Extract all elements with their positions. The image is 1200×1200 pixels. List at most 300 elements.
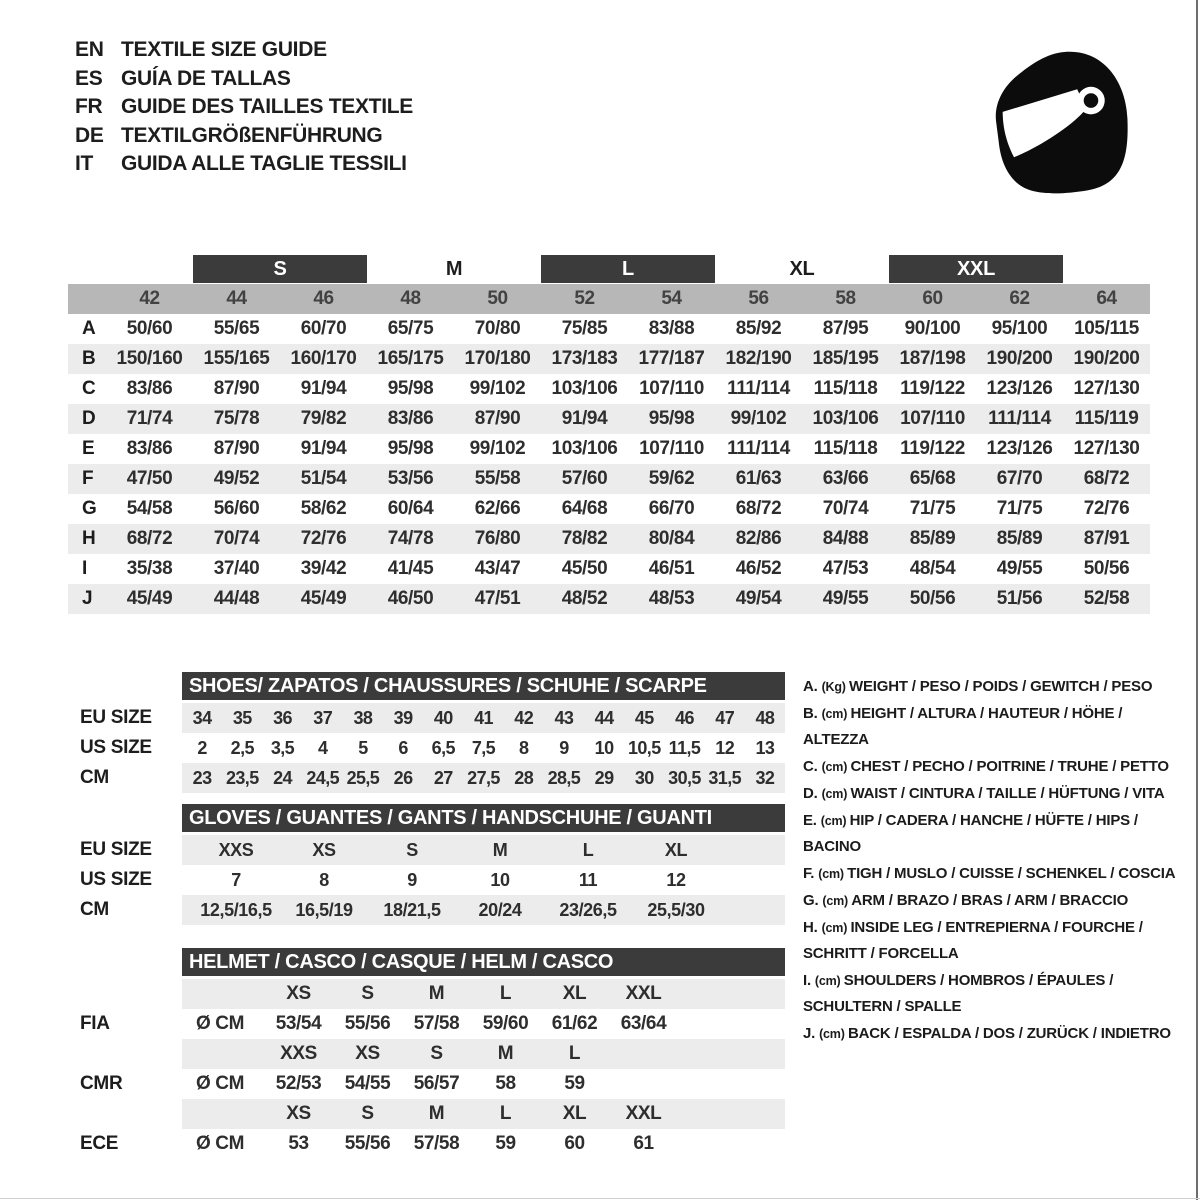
apparel-cell: 39/42	[300, 558, 347, 579]
legend-text: INSIDE LEG / ENTREPIERNA / FOURCHE / SCHRITT / FORCELLA	[803, 919, 1143, 962]
size-column-header: 54	[661, 288, 682, 309]
shoes-cell: 10,5	[627, 737, 661, 758]
apparel-row	[68, 464, 1150, 494]
helmet-size-cell: XS	[286, 983, 311, 1004]
apparel-cell: 72/76	[300, 528, 347, 549]
apparel-row-label: I	[82, 558, 87, 579]
shoes-rows	[60, 703, 800, 793]
apparel-cell: 190/200	[986, 348, 1053, 369]
apparel-cell: 115/119	[1074, 408, 1139, 429]
legend-key: D.	[803, 785, 822, 802]
apparel-cell: 60/64	[387, 498, 434, 519]
helmet-size-cell: XXL	[625, 983, 662, 1004]
gloves-cell: XL	[664, 839, 688, 860]
apparel-cell: 87/95	[822, 318, 869, 339]
apparel-cell: 49/52	[213, 468, 260, 489]
gloves-cell: 9	[407, 869, 417, 890]
language-title: GUIDA ALLE TAGLIE TESSILI	[121, 152, 407, 176]
row-label: US SIZE	[80, 869, 152, 890]
apparel-cell: 43/47	[474, 558, 521, 579]
row-label: CM	[80, 899, 109, 920]
shoes-cell: 45	[634, 707, 654, 728]
helmet-icon	[980, 34, 1142, 206]
shoes-cell: 6,5	[431, 737, 455, 758]
shoes-cell: 37	[313, 707, 333, 728]
apparel-cell: 58/62	[300, 498, 347, 519]
shoes-row	[60, 733, 800, 763]
row-label: CM	[80, 767, 109, 788]
apparel-cell: 111/114	[727, 378, 790, 399]
size-column-header: 52	[574, 288, 595, 309]
apparel-cell: 111/114	[727, 438, 790, 459]
shoes-cell: 34	[192, 707, 212, 728]
shoes-cell: 5	[358, 737, 368, 758]
shoes-cell: 46	[675, 707, 694, 728]
language-title: TEXTILGRÖßENFÜHRUNG	[121, 123, 383, 147]
apparel-cell: 107/110	[900, 408, 965, 429]
apparel-cell: 95/98	[387, 378, 434, 399]
shoes-cell: 40	[433, 707, 453, 728]
apparel-row	[68, 524, 1150, 554]
apparel-rows	[68, 314, 1150, 614]
shoes-cell: 2	[197, 737, 207, 758]
apparel-cell: 45/50	[561, 558, 608, 579]
apparel-cell: 107/110	[639, 438, 704, 459]
helmet-value-cell: 57/58	[413, 1133, 460, 1154]
legend-unit: (cm)	[820, 814, 850, 828]
apparel-cell: 49/54	[735, 588, 782, 609]
legend-key: I.	[803, 972, 815, 989]
legend-text: ARM / BRAZO / BRAS / ARM / BRACCIO	[851, 892, 1129, 909]
shoes-cell: 10	[594, 737, 614, 758]
shoes-row	[60, 763, 800, 793]
helmet-value-row	[60, 1129, 800, 1159]
shoes-row	[60, 703, 800, 733]
diameter-unit-label: Ø CM	[196, 1133, 245, 1154]
page-edge-shadow-right	[1196, 0, 1198, 1200]
apparel-row-label: G	[82, 498, 97, 519]
apparel-cell: 71/74	[126, 408, 173, 429]
shoes-cell: 24,5	[306, 767, 340, 788]
size-column-header: 64	[1096, 288, 1117, 309]
shoes-cell: 39	[393, 707, 413, 728]
legend-unit: (cm)	[821, 760, 851, 774]
apparel-cell: 78/82	[561, 528, 608, 549]
language-title: GUÍA DE TALLAS	[121, 66, 291, 90]
shoes-cell: 12	[715, 737, 735, 758]
shoes-cell: 23,5	[225, 767, 259, 788]
apparel-cell: 80/84	[648, 528, 695, 549]
apparel-cell: 119/122	[900, 378, 965, 399]
legend-item	[803, 808, 1181, 860]
apparel-cell: 83/86	[126, 438, 173, 459]
diameter-unit-label: Ø CM	[196, 1073, 245, 1094]
shoes-cell: 32	[755, 767, 775, 788]
legend-text: BACK / ESPALDA / DOS / ZURÜCK / INDIETRO	[847, 1025, 1171, 1042]
size-group-xl: XL	[789, 257, 815, 280]
language-code: ES	[75, 66, 103, 90]
apparel-cell: 67/70	[996, 468, 1043, 489]
legend-text: HIP / CADERA / HANCHE / HÜFTE / HIPS / BACINO	[803, 812, 1138, 855]
language-title: GUIDE DES TAILLES TEXTILE	[121, 95, 413, 119]
apparel-cell: 65/68	[909, 468, 956, 489]
apparel-cell: 127/130	[1073, 378, 1140, 399]
legend-key: G.	[803, 892, 823, 909]
shoes-cell: 25,5	[346, 767, 380, 788]
gloves-cell: 12,5/16,5	[200, 899, 272, 920]
gloves-cell: 23/26,5	[559, 899, 617, 920]
shoes-cell: 42	[514, 707, 534, 728]
shoes-cell: 36	[273, 707, 292, 728]
gloves-cell: 11	[578, 869, 598, 890]
shoes-cell: 47	[715, 707, 735, 728]
apparel-cell: 173/183	[551, 348, 618, 369]
apparel-cell: 115/118	[813, 438, 878, 459]
apparel-cell: 66/70	[648, 498, 695, 519]
legend-text: CHEST / PECHO / POITRINE / TRUHE / PETTO	[850, 758, 1169, 775]
language-list	[75, 36, 413, 179]
row-label: EU SIZE	[80, 707, 152, 728]
apparel-cell: 170/180	[464, 348, 531, 369]
apparel-cell: 75/78	[213, 408, 260, 429]
row-label	[60, 979, 182, 1009]
helmet-size-cell: L	[568, 1043, 581, 1064]
apparel-cell: 70/74	[822, 498, 869, 519]
size-group-l: L	[541, 255, 715, 283]
helmet-standard-label: ECE	[80, 1133, 119, 1154]
gloves-table	[60, 804, 800, 925]
apparel-row	[68, 314, 1150, 344]
gloves-cell: L	[582, 839, 594, 860]
language-row	[75, 36, 413, 65]
language-code: FR	[75, 95, 103, 119]
apparel-row	[68, 584, 1150, 614]
legend-item	[803, 754, 1181, 780]
helmet-size-cell: XL	[562, 1103, 587, 1124]
apparel-cell: 47/53	[822, 558, 869, 579]
apparel-cell: 53/56	[387, 468, 434, 489]
gloves-cell: S	[406, 839, 418, 860]
apparel-cell: 177/187	[638, 348, 705, 369]
apparel-cell: 99/102	[469, 378, 526, 399]
shoes-cell: 30	[634, 767, 654, 788]
helmet-value-band	[182, 1009, 785, 1039]
helmet-size-band	[182, 979, 785, 1009]
shoes-cell: 13	[755, 737, 775, 758]
apparel-cell: 56/60	[213, 498, 260, 519]
helmet-value-band	[182, 1069, 785, 1099]
helmet-rows	[60, 979, 800, 1159]
apparel-cell: 84/88	[822, 528, 869, 549]
shoes-cell: 27,5	[467, 767, 500, 788]
size-column-header: 56	[748, 288, 769, 309]
apparel-cell: 85/89	[909, 528, 956, 549]
apparel-cell: 46/50	[387, 588, 434, 609]
apparel-cell: 54/58	[126, 498, 173, 519]
shoes-cell: 27	[433, 767, 453, 788]
gloves-cell: 18/21,5	[383, 899, 441, 920]
apparel-cell: 95/98	[387, 438, 434, 459]
apparel-cell: 45/49	[126, 588, 173, 609]
apparel-cell: 85/89	[996, 528, 1043, 549]
shoes-cell: 48	[755, 707, 775, 728]
row-label	[60, 1039, 182, 1069]
legend-text: WEIGHT / PESO / POIDS / GEWITCH / PESO	[849, 678, 1153, 695]
apparel-cell: 71/75	[909, 498, 956, 519]
shoes-table	[60, 672, 800, 793]
page-edge-shadow-bottom	[0, 1198, 1200, 1199]
apparel-cell: 64/68	[561, 498, 608, 519]
helmet-value-cell: 59/60	[482, 1013, 529, 1034]
apparel-cell: 87/90	[213, 438, 260, 459]
apparel-row	[68, 404, 1150, 434]
helmet-value-cell: 53	[288, 1133, 309, 1154]
helmet-size-band	[182, 1039, 785, 1069]
apparel-cell: 115/118	[813, 378, 878, 399]
apparel-cell: 51/56	[996, 588, 1043, 609]
shoes-cell: 11,5	[668, 737, 701, 758]
size-column-header: 42	[139, 288, 160, 309]
helmet-size-cell: S	[430, 1043, 443, 1064]
gloves-cell: XXS	[218, 839, 254, 860]
apparel-cell: 123/126	[986, 438, 1053, 459]
language-row	[75, 122, 413, 151]
apparel-cell: 63/66	[822, 468, 869, 489]
legend-unit: (cm)	[818, 867, 848, 881]
helmet-size-cell: M	[428, 983, 445, 1004]
gloves-cell: 10	[490, 869, 510, 890]
helmet-value-cell: 52/53	[275, 1073, 322, 1094]
size-column-header: 46	[313, 288, 334, 309]
apparel-cell: 46/52	[735, 558, 782, 579]
size-column-header: 44	[226, 288, 247, 309]
helmet-value-row	[60, 1009, 800, 1039]
apparel-cell: 55/65	[213, 318, 260, 339]
apparel-row	[68, 374, 1150, 404]
apparel-row	[68, 554, 1150, 584]
shoes-cell: 6	[398, 737, 408, 758]
apparel-cell: 103/106	[551, 378, 618, 399]
apparel-cell: 50/60	[126, 318, 173, 339]
helmet-value-cell: 63/64	[620, 1013, 667, 1034]
apparel-cell: 165/175	[377, 348, 444, 369]
apparel-cell: 60/70	[300, 318, 347, 339]
apparel-row-label: E	[82, 438, 95, 459]
shoes-cell: 31,5	[708, 767, 742, 788]
shoes-cell: 44	[594, 707, 614, 728]
row-label	[60, 1099, 182, 1129]
legend-item	[803, 781, 1181, 807]
helmet-size-cell: XL	[562, 983, 587, 1004]
apparel-cell: 48/53	[648, 588, 695, 609]
helmet-value-cell: 60	[564, 1133, 585, 1154]
gloves-row	[60, 895, 800, 925]
apparel-cell: 68/72	[1083, 468, 1130, 489]
apparel-cell: 82/86	[735, 528, 782, 549]
size-column-header: 50	[487, 288, 508, 309]
apparel-row	[68, 494, 1150, 524]
apparel-cell: 91/94	[300, 378, 347, 399]
apparel-cell: 95/98	[648, 408, 695, 429]
helmet-size-cell: S	[361, 983, 374, 1004]
gloves-cell: XS	[312, 839, 336, 860]
language-row	[75, 150, 413, 179]
shoes-cell: 28,5	[547, 767, 581, 788]
helmet-size-cell: M	[428, 1103, 445, 1124]
apparel-cell: 61/63	[735, 468, 782, 489]
apparel-cell: 107/110	[639, 378, 704, 399]
apparel-cell: 111/114	[988, 408, 1051, 429]
apparel-cell: 55/58	[474, 468, 521, 489]
measurement-legend	[803, 674, 1181, 1048]
apparel-cell: 50/56	[909, 588, 956, 609]
apparel-cell: 44/48	[213, 588, 260, 609]
legend-key: H.	[803, 919, 822, 936]
gloves-band	[182, 835, 785, 865]
apparel-cell: 68/72	[735, 498, 782, 519]
apparel-cell: 62/66	[474, 498, 521, 519]
legend-key: F.	[803, 865, 819, 882]
legend-item	[803, 701, 1181, 753]
apparel-cell: 127/130	[1073, 438, 1140, 459]
apparel-cell: 160/170	[290, 348, 357, 369]
apparel-cell: 190/200	[1073, 348, 1140, 369]
apparel-cell: 79/82	[300, 408, 347, 429]
apparel-cell: 47/51	[474, 588, 521, 609]
legend-unit: (cm)	[821, 707, 851, 721]
gloves-cell: 16,5/19	[295, 899, 353, 920]
apparel-cell: 123/126	[986, 378, 1053, 399]
apparel-cell: 41/45	[387, 558, 434, 579]
shoes-cell: 8	[518, 737, 529, 758]
apparel-cell: 48/54	[909, 558, 956, 579]
gloves-title-bar: GLOVES / GUANTES / GANTS / HANDSCHUHE / GUANTI	[182, 804, 785, 832]
legend-item	[803, 915, 1181, 967]
helmet-size-cell: XS	[286, 1103, 311, 1124]
helmet-table	[60, 948, 800, 1159]
helmet-size-cell: XS	[355, 1043, 380, 1064]
shoes-band	[182, 763, 785, 793]
helmet-value-cell: 59	[495, 1133, 516, 1154]
apparel-cell: 87/90	[474, 408, 521, 429]
apparel-cell: 83/86	[126, 378, 173, 399]
gloves-cell: 20/24	[478, 899, 522, 920]
legend-item	[803, 1021, 1181, 1047]
apparel-cell: 52/58	[1083, 588, 1130, 609]
apparel-size-table	[68, 254, 1150, 614]
legend-text: HEIGHT / ALTURA / HAUTEUR / HÖHE / ALTEZZA	[803, 705, 1123, 748]
shoes-cell: 35	[232, 707, 252, 728]
helmet-value-cell: 58	[495, 1073, 516, 1094]
apparel-cell: 83/86	[387, 408, 434, 429]
shoes-band	[182, 733, 785, 763]
helmet-value-cell: 55/56	[344, 1013, 391, 1034]
apparel-cell: 87/91	[1083, 528, 1130, 549]
shoes-cell: 41	[474, 707, 493, 728]
helmet-value-band	[182, 1129, 785, 1159]
legend-key: B.	[803, 705, 822, 722]
legend-item	[803, 968, 1181, 1020]
language-row	[75, 93, 413, 122]
language-code: EN	[75, 38, 104, 62]
legend-unit: (cm)	[819, 1027, 848, 1041]
shoes-band	[182, 703, 785, 733]
legend-key: C.	[803, 758, 822, 775]
shoes-cell: 2,5	[230, 737, 254, 758]
row-label: EU SIZE	[80, 839, 152, 860]
size-group-row	[68, 254, 1150, 284]
apparel-cell: 76/80	[474, 528, 521, 549]
apparel-cell: 185/195	[812, 348, 879, 369]
apparel-cell: 47/50	[126, 468, 173, 489]
legend-key: J.	[803, 1025, 820, 1042]
language-code: DE	[75, 123, 104, 147]
apparel-cell: 35/38	[126, 558, 173, 579]
apparel-cell: 46/51	[648, 558, 695, 579]
helmet-value-cell: 55/56	[344, 1133, 391, 1154]
apparel-row-label: B	[82, 348, 96, 369]
apparel-cell: 68/72	[126, 528, 173, 549]
apparel-cell: 155/165	[203, 348, 270, 369]
apparel-cell: 49/55	[996, 558, 1043, 579]
size-column-header: 48	[400, 288, 421, 309]
legend-unit: (cm)	[821, 921, 851, 935]
shoes-cell: 28	[514, 767, 534, 788]
legend-text: TIGH / MUSLO / CUISSE / SCHENKEL / COSCIA	[847, 865, 1176, 882]
helmet-value-cell: 53/54	[275, 1013, 322, 1034]
shoes-cell: 4	[317, 737, 328, 758]
shoes-cell: 23	[192, 767, 212, 788]
size-group-xxl: XXL	[889, 255, 1063, 283]
shoes-cell: 24	[273, 767, 292, 788]
apparel-cell: 75/85	[561, 318, 608, 339]
legend-text: WAIST / CINTURA / TAILLE / HÜFTUNG / VITA	[850, 785, 1165, 802]
gloves-cell: 7	[231, 869, 241, 890]
apparel-cell: 103/106	[812, 408, 879, 429]
apparel-cell: 71/75	[996, 498, 1043, 519]
shoes-cell: 30,5	[668, 767, 701, 788]
helmet-size-cell: XXL	[625, 1103, 662, 1124]
gloves-row	[60, 835, 800, 865]
apparel-row-label: J	[82, 588, 93, 609]
apparel-row-label: A	[82, 318, 96, 339]
apparel-cell: 50/56	[1083, 558, 1130, 579]
apparel-cell: 99/102	[730, 408, 787, 429]
helmet-value-cell: 56/57	[413, 1073, 460, 1094]
helmet-value-cell: 57/58	[413, 1013, 460, 1034]
apparel-cell: 70/80	[474, 318, 521, 339]
apparel-cell: 99/102	[469, 438, 526, 459]
shoes-cell: 7,5	[471, 737, 496, 758]
size-column-header: 62	[1009, 288, 1030, 309]
legend-item	[803, 674, 1181, 700]
helmet-size-cell: L	[499, 983, 512, 1004]
size-group-m: M	[445, 257, 463, 280]
diameter-unit-label: Ø CM	[196, 1013, 245, 1034]
gloves-rows	[60, 835, 800, 925]
helmet-value-row	[60, 1069, 800, 1099]
apparel-cell: 48/52	[561, 588, 608, 609]
apparel-cell: 187/198	[899, 348, 966, 369]
apparel-cell: 83/88	[648, 318, 695, 339]
row-label: US SIZE	[80, 737, 152, 758]
shoes-cell: 26	[393, 767, 413, 788]
size-group-s: S	[193, 255, 367, 283]
apparel-cell: 182/190	[725, 348, 792, 369]
size-column-header: 60	[922, 288, 943, 309]
apparel-cell: 45/49	[300, 588, 347, 609]
apparel-cell: 49/55	[822, 588, 869, 609]
